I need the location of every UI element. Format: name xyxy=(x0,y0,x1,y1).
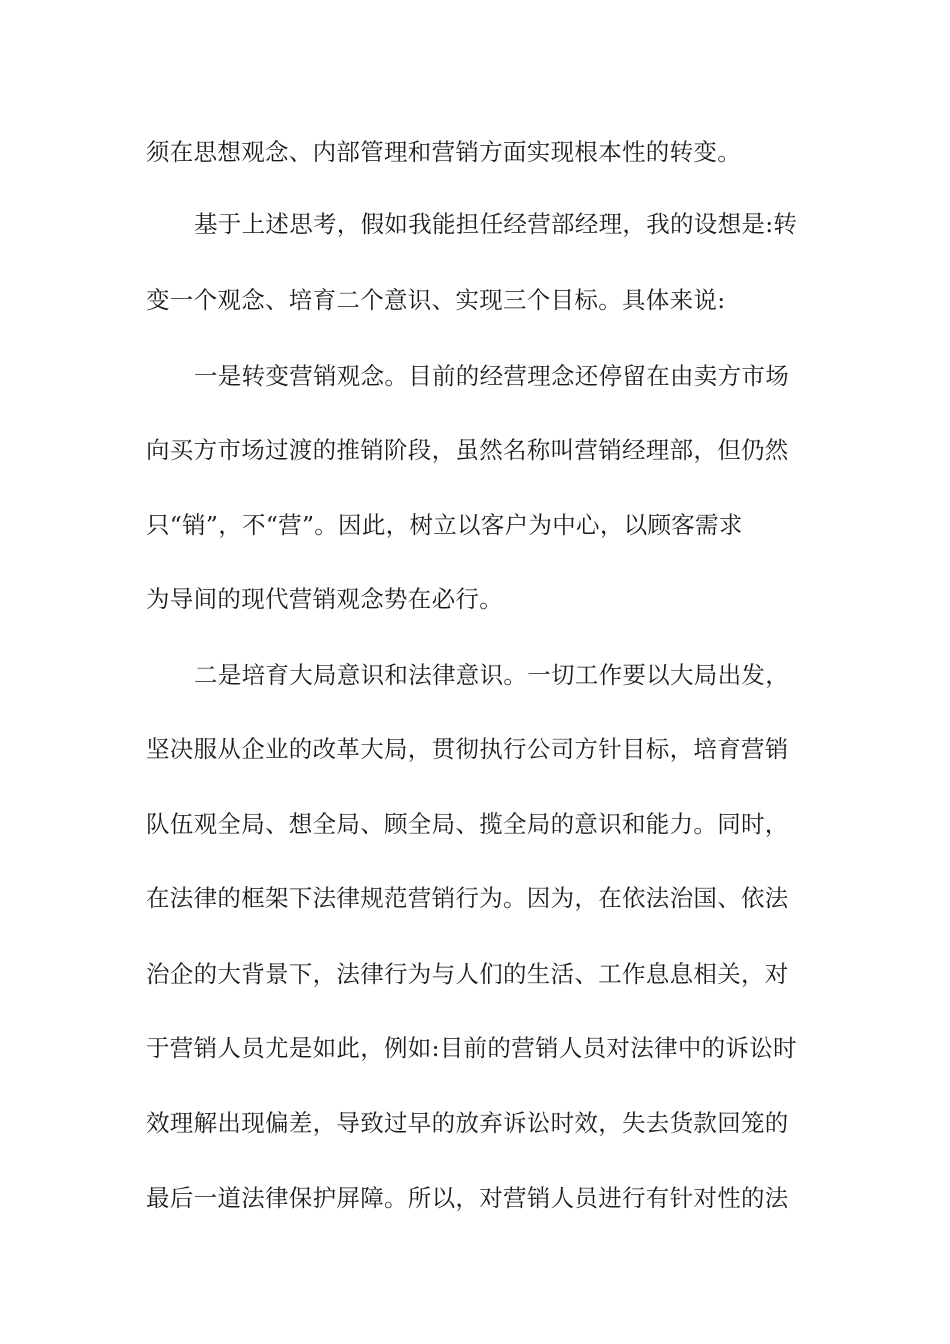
text-line: 为导间的现代营销观念势在必行。 xyxy=(146,585,503,613)
text-line: 于营销人员尤是如此，例如:目前的营销人员对法律中的诉讼时 xyxy=(146,1034,797,1062)
text-line: 效理解出现偏差，导致过早的放弃诉讼时效，失去货款回笼的 xyxy=(146,1109,789,1137)
paragraph-start-line: 一是转变营销观念。目前的经营理念还停留在由卖方市场 xyxy=(194,362,789,390)
text-line: 在法律的框架下法律规范营销行为。因为，在依法治国、依法 xyxy=(146,884,789,912)
text-line: 治企的大背景下，法律行为与人们的生活、工作息息相关，对 xyxy=(146,960,789,988)
paragraph-start-line: 基于上述思考，假如我能担任经营部经理，我的设想是:转 xyxy=(194,210,798,238)
text-line: 向买方市场过渡的推销阶段，虽然名称叫营销经理部，但仍然 xyxy=(146,436,789,464)
text-line: 坚决服从企业的改革大局，贯彻执行公司方针目标，培育营销 xyxy=(146,735,789,763)
text-line: 只“销”，不“营”。因此，树立以客户为中心，以顾客需求 xyxy=(146,511,743,539)
text-line: 最后一道法律保护屏障。所以，对营销人员进行有针对性的法 xyxy=(146,1184,789,1212)
text-line: 变一个观念、培育二个意识、实现三个目标。具体来说: xyxy=(146,286,726,314)
paragraph-start-line: 二是培育大局意识和法律意识。一切工作要以大局出发， xyxy=(194,661,789,689)
text-line: 须在思想观念、内部管理和营销方面实现根本性的转变。 xyxy=(146,138,741,166)
text-line: 队伍观全局、想全局、顾全局、揽全局的意识和能力。同时， xyxy=(146,810,789,838)
